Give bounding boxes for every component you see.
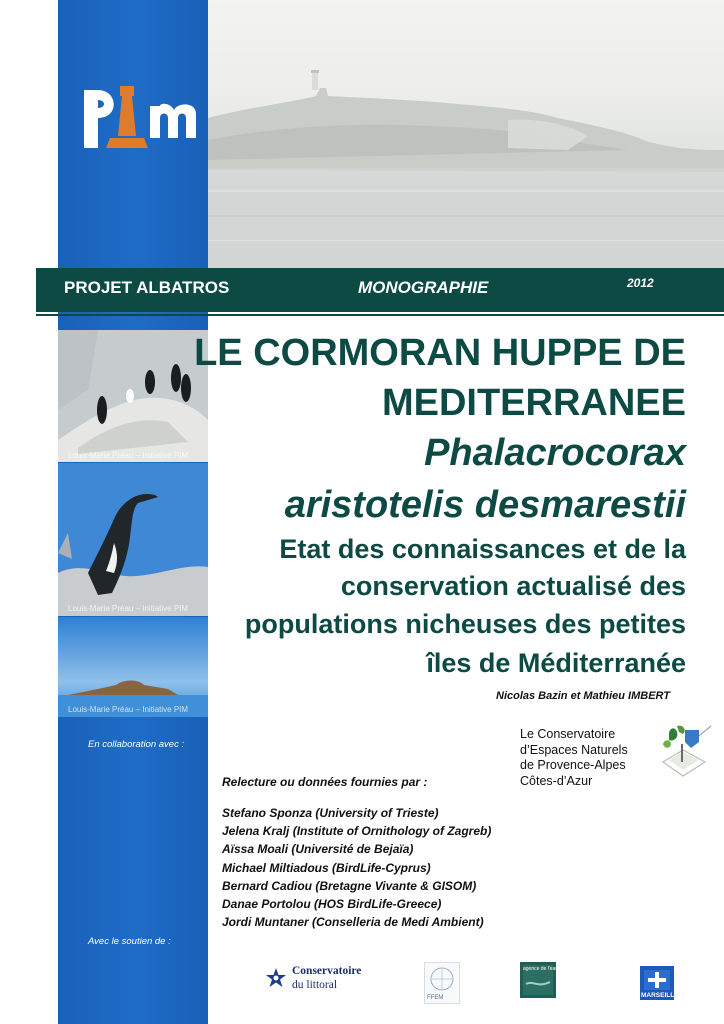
cormorant-closeup-photo — [58, 463, 208, 616]
photo-credit-2: Louis-Marie Préau – Initiative PIM — [68, 604, 189, 613]
marseille-text: MARSEILLE — [641, 992, 679, 999]
cormorant-closeup-svg — [58, 463, 208, 616]
ffem-text: FFEM — [427, 995, 444, 1001]
island-photo — [208, 0, 724, 268]
photo-credit-3: Louis-Marie Préau – Initiative PIM — [68, 705, 189, 714]
marseille-logo — [640, 966, 679, 1000]
latin-line-1: Phalacrocorax — [424, 432, 686, 474]
littoral-line-1: Conservatoire — [292, 965, 362, 977]
title-line-1: LE CORMORAN HUPPE DE — [194, 332, 686, 374]
title-line-2: MEDITERRANEE — [381, 382, 686, 424]
sea-island-photo — [58, 617, 208, 717]
cen-line-4: Côtes-d’Azur — [520, 773, 593, 788]
authors: Nicolas Bazin et Mathieu IMBERT — [496, 690, 670, 702]
contributor-5: Bernard Cadiou (Bretagne Vivante & GISOM) — [222, 878, 477, 893]
contributor-7: Jordi Muntaner (Conselleria de Medi Ambient) — [222, 915, 484, 930]
photo-credit-1: Louis-Marie Préau – Initiative PIM — [68, 451, 189, 460]
type-label: MONOGRAPHIE — [358, 278, 489, 297]
agence-text: agence de l'eau — [523, 966, 559, 972]
latin-line-2: aristotelis desmarestii — [284, 484, 686, 526]
cen-logo — [655, 722, 713, 782]
contributor-1: Stefano Sponza (University of Trieste) — [222, 806, 439, 820]
ffem-logo — [424, 962, 460, 1004]
littoral-star-icon — [264, 967, 288, 991]
contributors-list — [222, 804, 491, 931]
contributor-6: Danae Portolou (HOS BirdLife-Greece) — [222, 897, 442, 912]
cen-line-3: de Provence-Alpes — [520, 758, 626, 772]
support-label: Avec le soutien de : — [88, 936, 171, 947]
subtitle-line-4: îles de Méditerranée — [426, 648, 686, 678]
agence-eau-logo — [520, 962, 559, 998]
cormorants-photo-svg — [58, 330, 208, 462]
project-label: PROJET ALBATROS — [64, 278, 230, 297]
contributor-2: Jelena Kralj (Institute of Ornithology of Zagreb) — [222, 824, 492, 839]
sea-island-svg — [58, 617, 208, 717]
cormorants-photo — [58, 330, 208, 462]
band-underline — [36, 314, 724, 316]
cen-line-2: d’Espaces Naturels — [520, 742, 628, 757]
contributor-4: Michael Miltiadous (BirdLife-Cyprus) — [222, 860, 431, 875]
contributor-3: Aïssa Moali (Université de Bejaïa) — [222, 842, 414, 857]
cen-line-1: Le Conservatoire — [520, 727, 616, 741]
subtitle-line-2: conservation actualisé des — [340, 571, 686, 601]
littoral-line-2: du littoral — [292, 979, 338, 991]
review-label: Relecture ou données fournies par : — [222, 775, 428, 789]
island-photo-svg — [208, 0, 724, 268]
year-label: 2012 — [627, 276, 654, 290]
conservatoire-littoral-logo — [264, 963, 374, 997]
subtitle-line-3: populations nicheuses des petites — [244, 609, 686, 639]
subtitle-line-1: Etat des connaissances et de la — [279, 534, 686, 564]
collaboration-label: En collaboration avec : — [88, 739, 185, 750]
cen-logo-icon — [655, 722, 713, 782]
cen-paca-text — [520, 727, 628, 789]
pim-logo-icon — [78, 76, 198, 154]
pim-logo — [78, 76, 198, 154]
